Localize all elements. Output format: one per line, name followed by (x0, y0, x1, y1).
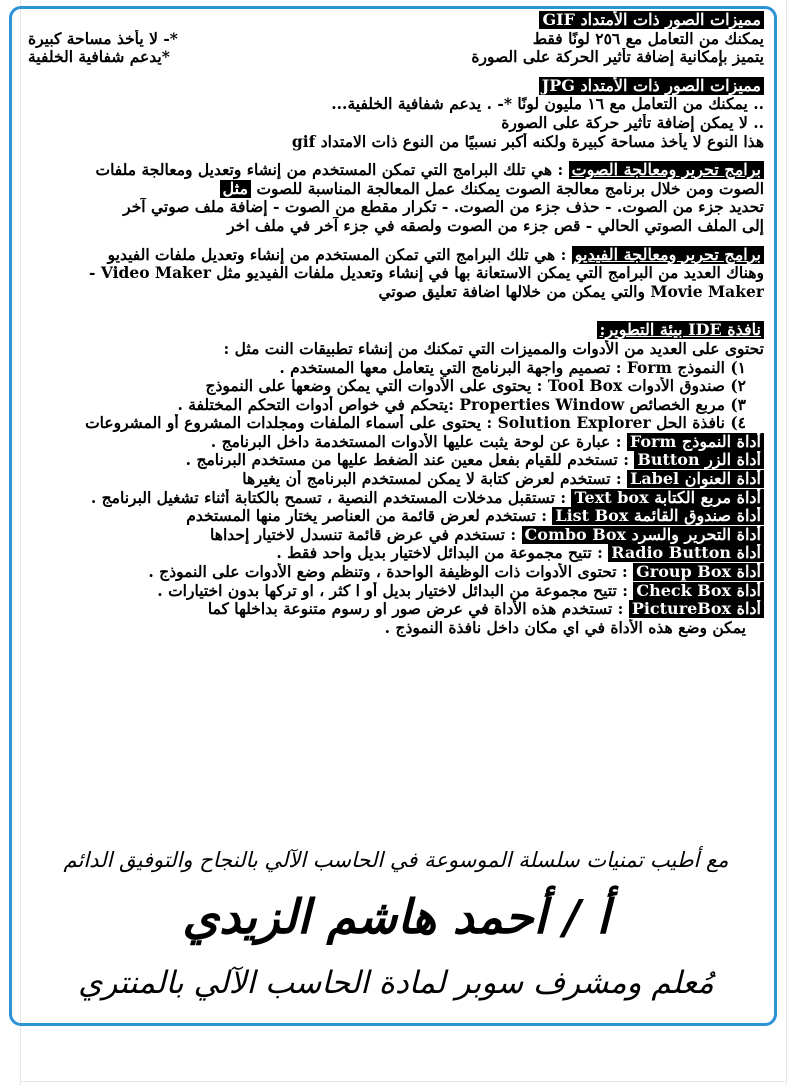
jpg-line-1: .. يمكنك من التعامل مع ١٦ مليون لونًا *- . يدعم شفافية الخلفية... (331, 95, 764, 114)
tool-description: : تتيح مجموعة من البدائل لاختيار بديل أو ا كثر ، او تركها بدون اختيارات . (157, 581, 628, 600)
audio-line-4: إلى الملف الصوتي الحالي - قص جزء من الصوت ولصقه في جزء آخر في ملف اخر (227, 216, 764, 235)
ide-intro: تحتوى على العديد من الأدوات والمميزات التي تمكنك من إنشاء تطبيقات النت مثل : (223, 339, 764, 358)
video-line-1-text: : هي تلك البرامج التي تمكن المستخدم من إنشاء وتعديل ملفات الفيديو (107, 245, 567, 264)
audio-line-1-text: : هي تلك البرامج التي تمكن المستخدم من إنشاء وتعديل ومعالجة ملفات (95, 161, 564, 180)
tool-label: أداة Check Box (633, 582, 764, 600)
tool-row (28, 470, 764, 489)
tool-label: أداة الزر Button (634, 451, 764, 469)
tool-label: أداة العنوان Label (627, 470, 764, 488)
tool-label: أداة Group Box (633, 563, 764, 581)
gif-heading-line (28, 11, 764, 30)
audio-line-2-text: الصوت ومن خلال برنامج معالجة الصوت يمكنك عمل المعالجة المناسبة للصوت (256, 179, 764, 198)
ide-item: ٤) نافذة الحل Solution Explorer : يحتوى على أسماء الملفات ومجلدات المشروع أو المشروعات (85, 414, 746, 433)
gif-line-1-right: يمكنك من التعامل مع ٢٥٦ لونًا فقط (532, 29, 764, 48)
jpg-heading: مميزات الصور ذات الأمتداد JPG (539, 77, 764, 95)
audio-line-1 (28, 161, 764, 180)
video-line-3: Movie Maker والتي يمكن من خلالها اضافة تعليق صوتي (378, 282, 764, 301)
tools-tail: يمكن وضع هذه الأداة في اي مكان داخل نافذة النموذج . (384, 618, 746, 637)
author-title: مُعلم ومشرف سوبر لمادة الحاسب الآلي بالمنتري (78, 965, 714, 1001)
tool-description: : عبارة عن لوحة يثبت عليها الأدوات المستخدمة داخل البرنامج . (210, 432, 622, 451)
jpg-line-3: هذا النوع لا يأخذ مساحة كبيرة ولكنه أكبر نسبيًا من النوع ذات الامتداد gif (291, 132, 764, 151)
ide-heading: نافذة IDE بيئة التطوير: (597, 321, 764, 339)
tool-description: : تحتوى الأدوات ذات الوظيفة الواحدة ، وتنظم وضع الأدوات على النموذج . (148, 563, 628, 582)
tool-description: : تستخدم في عرض قائمة تنسدل لاختيار إحداها (210, 525, 517, 544)
audio-heading: برامج تحرير ومعالجة الصوت (569, 161, 764, 179)
tool-row (28, 563, 764, 582)
tool-row (28, 582, 764, 601)
tool-label: أداة Radio Button (608, 544, 764, 562)
audio-line-3: تحديد جزء من الصوت. - حذف جزء من الصوت. - تكرار مقطع من الصوت - إضافة ملف صوتي آخر (123, 198, 764, 217)
tool-row (28, 544, 764, 563)
gif-line-1 (28, 30, 764, 49)
gif-line-1-left: *- لا يأخذ مساحة كبيرة (28, 29, 178, 48)
gif-line-2 (28, 48, 764, 67)
tool-description: : تستخدم لعرض قائمة من العناصر يختار منها المستخدم (186, 507, 547, 526)
audio-line-2 (28, 180, 764, 199)
tool-description: : تستخدم للقيام بفعل معين عند الضغط عليها من مستخدم البرنامج . (185, 451, 629, 470)
ide-heading-line (28, 321, 764, 340)
ide-item: ٣) مربع الخصائص Properties Window :يتحكم في خواص أدوات التحكم المختلفة . (177, 395, 746, 414)
tool-label: أداة مربع الكتابة Text box (571, 489, 764, 507)
tool-description: : تستقبل مدخلات المستخدم النصية ، تسمح بالكتابة أثناء تشغيل البرنامج . (90, 488, 567, 507)
ide-item: ٢) صندوق الأدوات Tool Box : يحتوى على الأدوات التي يمكن وضعها على النموذج (205, 377, 746, 396)
video-line-1 (28, 246, 764, 265)
document-body (28, 11, 764, 637)
tool-row (28, 451, 764, 470)
tool-description: : تستخدم هذه الأداة في عرض صور او رسوم متنوعة بداخلها كما (207, 600, 624, 619)
jpg-line-2: .. لا يمكن إضافة تأثير حركة على الصورة (501, 113, 764, 132)
tool-description: : تتيح مجموعة من البدائل لاختيار بديل واحد فقط . (276, 544, 603, 563)
tool-label: أداة PictureBox (629, 600, 764, 618)
gif-heading: مميزات الصور ذات الأمتداد GIF (539, 11, 764, 29)
tool-label: أداة النموذج Form (627, 433, 764, 451)
tool-row (28, 507, 764, 526)
video-line-2: وهناك العديد من البرامج التي يمكن الاستعانة بها في إنشاء وتعديل ملفات الفيديو مثل Video Maker - (89, 264, 764, 283)
closing-wish: مع أطيب تمنيات سلسلة الموسوعة في الحاسب الآلي بالنجاح والتوفيق الدائم (63, 848, 729, 872)
tool-label: أداة صندوق القائمة List Box (552, 507, 764, 525)
tool-row (28, 433, 764, 452)
audio-example-label: مثل (220, 180, 252, 198)
tool-description: : تستخدم لعرض كتابة لا يمكن لمستخدم البرنامج أن يغيرها (242, 470, 622, 489)
tool-label: أداة التحرير والسرد Combo Box (522, 526, 764, 544)
author-signature: أ / أحمد هاشم الزيدي (182, 890, 610, 945)
tool-row (28, 526, 764, 545)
video-heading: برامج تحرير ومعالجة الفيديو (572, 246, 764, 264)
gif-line-2-right: يتميز بإمكانية إضافة تأثير الحركة على الصورة (471, 48, 764, 67)
tool-row (28, 600, 764, 619)
page-bottom-rule (20, 1081, 785, 1082)
tool-row (28, 489, 764, 508)
gif-line-2-left: *يدعم شفافية الخلفية (28, 48, 170, 67)
jpg-heading-line (28, 77, 764, 96)
ide-item: ١) النموذج Form : تصميم واجهة البرنامج التي يتعامل معها المستخدم . (279, 358, 746, 377)
